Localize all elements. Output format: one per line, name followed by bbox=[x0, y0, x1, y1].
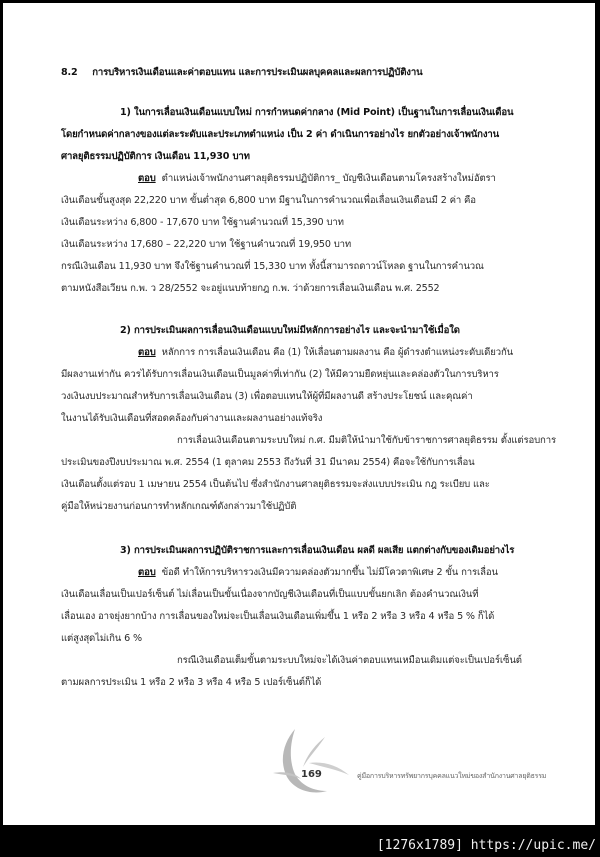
answer-label: ตอบ bbox=[138, 567, 156, 578]
paragraph-2-line-4: คู่มือให้หน่วยงานก่อนการทำหลักเกณฑ์ดังกล่าวมาใช้ปฏิบัติ bbox=[61, 501, 297, 512]
question-3-line-1: 3) การประเมินผลการปฏิบัติราชการและการเลื่อนเงินเดือน ผลดี ผลเสีย แตกต่างกับของเดิมอย่างไร bbox=[120, 545, 515, 556]
question-1-line-2: โดยกำหนดค่ากลางของแต่ละระดับและประเภทตำแหน่ง เป็น 2 ค่า ดำเนินการอย่างไร ยกตัวอย่างเจ้าพนักงาน bbox=[61, 129, 500, 140]
answer-text: ข้อดี ทำให้การบริหารวงเงินมีความคล่องตัวมากขึ้น ไม่มีโควตาพิเศษ 2 ขั้น การเลื่อน bbox=[161, 567, 498, 578]
paragraph-2-line-1: การเลื่อนเงินเดือนตามระบบใหม่ ก.ศ. มีมติให้นำมาใช้กับข้าราชการศาลยุติธรรม ตั้งแต่รอบการ bbox=[177, 435, 556, 446]
answer-2-line-1 bbox=[138, 346, 513, 360]
answer-1-line-5: กรณีเงินเดือน 11,930 บาท จึงใช้ฐานคำนวณที่ 15,330 บาท ทั้งนี้สามารถดาวน์โหลด ฐานในการคำนวณ bbox=[61, 261, 484, 272]
document-page bbox=[3, 3, 595, 825]
paragraph-2-line-3: เงินเดือนตั้งแต่รอบ 1 เมษายน 2554 เป็นต้นไป ซึ่งสำนักงานศาลยุติธรรมจะส่งแบบประเมิน กฎ ระเบียบ และ bbox=[61, 479, 490, 490]
answer-text: ตำแหน่งเจ้าพนักงานศาลยุติธรรมปฏิบัติการ_ บัญชีเงินเดือนตามโครงสร้างใหม่อัตรา bbox=[161, 173, 496, 184]
answer-3-line-4: แต่สูงสุดไม่เกิน 6 % bbox=[61, 633, 142, 644]
answer-3-line-2: เงินเดือนเลื่อนเป็นเปอร์เซ็นต์ ไม่เลื่อนเป็นขั้นเนื่องจากบัญชีเงินเดือนที่เป็นแบบขั้นยกเลิก ต้องคำนวณเงินที่ bbox=[61, 589, 479, 600]
page-number: 169 bbox=[301, 769, 322, 780]
question-1-line-1: 1) ในการเลื่อนเงินเดือนแบบใหม่ การกำหนดค่ากลาง (Mid Point) เป็นฐานในการเลื่อนเงินเดือน bbox=[120, 107, 514, 118]
answer-3-line-1 bbox=[138, 566, 498, 580]
answer-1-line-1 bbox=[138, 172, 496, 186]
section-heading bbox=[61, 66, 423, 80]
swoosh-logo-icon bbox=[265, 721, 355, 801]
answer-2-line-2: มีผลงานเท่ากัน ควรได้รับการเลื่อนเงินเดือนเป็นมูลค่าที่เท่ากัน (2) ให้มีความยืดหยุ่นและคล่องตัวในการบริหาร bbox=[61, 369, 499, 380]
answer-2-line-3: วงเงินงบประมาณสำหรับการเลื่อนเงินเดือน (3) เพื่อตอบแทนให้ผู้ที่มีผลงานดี สร้างประโยชน์ และคุณค่า bbox=[61, 391, 473, 402]
section-number: 8.2 bbox=[61, 67, 78, 78]
question-2-line-1: 2) การประเมินผลการเลื่อนเงินเดือนแบบใหม่มีหลักการอย่างไร และจะนำมาใช้เมื่อใด bbox=[120, 325, 460, 336]
answer-1-line-2: เงินเดือนขั้นสูงสุด 22,220 บาท ขั้นต่ำสุด 6,800 บาท มีฐานในการคำนวณเพื่อเลื่อนเงินเดือนมี 2 ค่า คือ bbox=[61, 195, 476, 206]
answer-label: ตอบ bbox=[138, 173, 156, 184]
question-1-line-3: ศาลยุติธรรมปฏิบัติการ เงินเดือน 11,930 บาท bbox=[61, 151, 250, 162]
answer-1-line-3: เงินเดือนระหว่าง 6,800 - 17,670 บาท ใช้ฐานคำนวณที่ 15,390 บาท bbox=[61, 217, 344, 228]
paragraph-3-line-2: ตามผลการประเมิน 1 หรือ 2 หรือ 3 หรือ 4 หรือ 5 เปอร์เซ็นต์ก็ได้ bbox=[61, 677, 322, 688]
answer-2-line-4: ในงานได้รับเงินเดือนที่สอดคล้องกับค่างานและผลงานอย่างแท้จริง bbox=[61, 413, 323, 424]
answer-1-line-6: ตามหนังสือเวียน ก.พ. ว 28/2552 จะอยู่แนบท้ายกฎ ก.พ. ว่าด้วยการเลื่อนเงินเดือน พ.ศ. 2552 bbox=[61, 283, 440, 294]
section-title: การบริหารเงินเดือนและค่าตอบแทน และการประเมินผลบุคคลและผลการปฏิบัติงาน bbox=[92, 67, 423, 78]
answer-1-line-4: เงินเดือนระหว่าง 17,680 – 22,220 บาท ใช้ฐานคำนวณที่ 19,950 บาท bbox=[61, 239, 352, 250]
footer-book-title: คู่มือการบริหารทรัพยากรบุคคลแนวใหม่ของสำนักงานศาลยุติธรรม bbox=[357, 772, 547, 780]
answer-label: ตอบ bbox=[138, 347, 156, 358]
paragraph-2-line-2: ประเมินของปีงบประมาณ พ.ศ. 2554 (1 ตุลาคม 2553 ถึงวันที่ 31 มีนาคม 2554) คือจะใช้กับการเลื่อน bbox=[61, 457, 475, 468]
answer-3-line-3: เลื่อนเอง อาจยุ่งยากบ้าง การเลื่อนของใหม่จะเป็นเลื่อนเงินเดือนเพิ่มขึ้น 1 หรือ 2 หรือ 3 หรือ 4 หรือ 5 % ก็ได้ bbox=[61, 611, 495, 622]
image-host-watermark: [1276x1789] https://upic.me/ bbox=[376, 838, 596, 853]
paragraph-3-line-1: กรณีเงินเดือนเต็มขั้นตามระบบใหม่จะได้เงินค่าตอบแทนเหมือนเดิมแต่จะเป็นเปอร์เซ็นต์ bbox=[177, 655, 522, 666]
answer-text: หลักการ การเลื่อนเงินเดือน คือ (1) ให้เลื่อนตามผลงาน คือ ผู้ดำรงตำแหน่งระดับเดียวกัน bbox=[161, 347, 514, 358]
